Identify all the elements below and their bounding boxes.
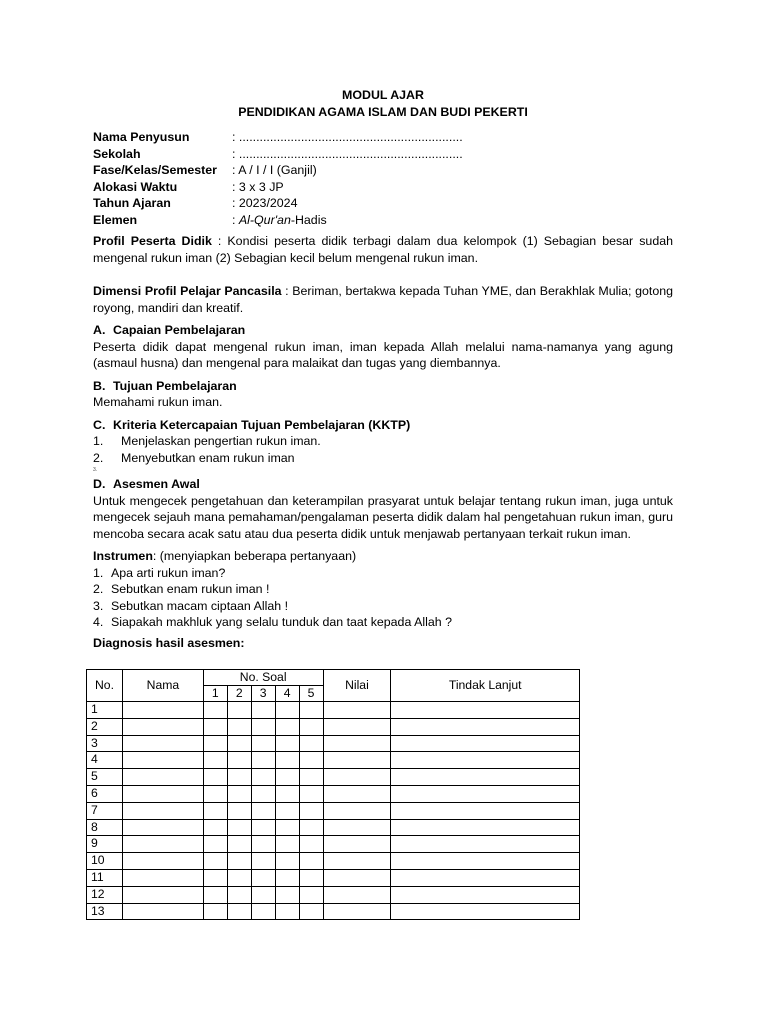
table-cell — [275, 869, 299, 886]
table-cell — [227, 886, 251, 903]
metadata-block — [93, 129, 673, 228]
table-cell — [122, 702, 203, 719]
table-cell — [203, 819, 227, 836]
table-cell — [203, 752, 227, 769]
table-cell — [323, 735, 391, 752]
module-title — [93, 87, 673, 120]
table-cell — [251, 769, 275, 786]
table-row — [87, 903, 580, 920]
table-cell — [203, 869, 227, 886]
table-cell — [227, 819, 251, 836]
list-text: Siapakah makhluk yang selalu tunduk dan taat kepada Allah ? — [111, 615, 452, 629]
table-cell — [203, 886, 227, 903]
table-cell — [251, 752, 275, 769]
kktp-list — [93, 433, 673, 475]
diagnosis-table — [86, 669, 580, 920]
list-item — [93, 450, 673, 467]
table-cell — [323, 853, 391, 870]
profil-paragraph — [93, 233, 673, 266]
meta-value: : 3 x 3 JP — [232, 179, 284, 194]
list-item — [93, 581, 673, 598]
table-row — [87, 819, 580, 836]
row-number: 7 — [87, 802, 123, 819]
row-number: 6 — [87, 785, 123, 802]
table-cell — [299, 752, 323, 769]
elemen-prefix: : — [232, 212, 239, 227]
table-cell — [323, 886, 391, 903]
table-row — [87, 718, 580, 735]
section-c-title — [93, 417, 673, 434]
table-cell — [275, 718, 299, 735]
section-heading: Tujuan Pembelajaran — [113, 378, 237, 393]
list-text: Sebutkan macam ciptaan Allah ! — [111, 598, 289, 613]
table-cell — [227, 802, 251, 819]
table-row — [87, 886, 580, 903]
header-soal-num: 2 — [227, 686, 251, 702]
table-cell — [323, 903, 391, 920]
table-cell — [391, 853, 580, 870]
list-number: 3. — [93, 598, 104, 613]
table-row — [87, 802, 580, 819]
meta-row — [93, 162, 673, 179]
table-cell — [275, 769, 299, 786]
table-cell — [203, 702, 227, 719]
table-cell — [275, 853, 299, 870]
table-cell — [299, 802, 323, 819]
header-soal-num: 4 — [275, 686, 299, 702]
title-line-2: PENDIDIKAN AGAMA ISLAM DAN BUDI PEKERTI — [238, 104, 528, 119]
table-cell — [275, 903, 299, 920]
list-number: 2. — [93, 450, 104, 465]
table-cell — [122, 718, 203, 735]
table-cell — [122, 735, 203, 752]
dimensi-label: Dimensi Profil Pelajar Pancasila — [93, 284, 282, 298]
table-cell — [122, 836, 203, 853]
table-cell — [299, 702, 323, 719]
table-cell — [251, 819, 275, 836]
table-cell — [323, 836, 391, 853]
table-row — [87, 735, 580, 752]
row-number: 11 — [87, 869, 123, 886]
list-text: Menjelaskan pengertian rukun iman. — [121, 434, 321, 448]
table-cell — [299, 903, 323, 920]
table-cell — [299, 718, 323, 735]
meta-row — [93, 179, 673, 196]
table-cell — [391, 802, 580, 819]
meta-label: Sekolah — [93, 146, 141, 161]
table-cell — [323, 869, 391, 886]
table-cell — [227, 702, 251, 719]
diagnosis-body — [87, 702, 580, 920]
meta-row — [93, 195, 673, 212]
instrumen-text: : (menyiapkan beberapa pertanyaan) — [152, 549, 357, 563]
table-row — [87, 702, 580, 719]
meta-row — [93, 129, 673, 146]
instrumen-line — [93, 548, 673, 565]
row-number: 2 — [87, 718, 123, 735]
table-cell — [323, 702, 391, 719]
meta-row-elemen — [93, 212, 673, 229]
table-cell — [203, 718, 227, 735]
table-cell — [203, 903, 227, 920]
table-cell — [299, 769, 323, 786]
elemen-suffix: -Hadis — [290, 212, 327, 227]
table-cell — [391, 718, 580, 735]
table-cell — [275, 836, 299, 853]
table-cell — [122, 802, 203, 819]
header-nama: Nama — [122, 670, 203, 702]
section-heading: Kriteria Ketercapaian Tujuan Pembelajaran (KKTP) — [113, 417, 411, 432]
list-text: Sebutkan enam rukun iman ! — [111, 582, 270, 596]
table-cell — [251, 903, 275, 920]
list-text: Menyebutkan enam rukun iman — [121, 450, 295, 465]
meta-value: : ................................................................. — [232, 130, 463, 144]
table-cell — [275, 702, 299, 719]
table-cell — [275, 819, 299, 836]
table-cell — [203, 785, 227, 802]
table-cell — [391, 752, 580, 769]
table-cell — [323, 785, 391, 802]
table-cell — [122, 785, 203, 802]
table-cell — [251, 802, 275, 819]
meta-label: Alokasi Waktu — [93, 179, 178, 194]
table-cell — [251, 869, 275, 886]
header-no-soal: No. Soal — [203, 670, 323, 686]
header-nilai: Nilai — [323, 670, 391, 702]
meta-label: Tahun Ajaran — [93, 196, 171, 210]
meta-value — [232, 212, 673, 229]
row-number: 3 — [87, 735, 123, 752]
table-cell — [391, 836, 580, 853]
table-cell — [122, 819, 203, 836]
table-cell — [275, 752, 299, 769]
document-page — [93, 87, 673, 651]
table-cell — [227, 785, 251, 802]
table-cell — [299, 785, 323, 802]
table-cell — [299, 869, 323, 886]
table-cell — [275, 802, 299, 819]
table-cell — [122, 886, 203, 903]
table-cell — [299, 735, 323, 752]
header-tindak-lanjut: Tindak Lanjut — [391, 670, 580, 702]
table-cell — [391, 785, 580, 802]
section-letter: D. — [93, 477, 106, 491]
section-d-text: Untuk mengecek pengetahuan dan keterampilan prasyarat untuk belajar tentang rukun iman, juga untuk mengecek sejauh mana pemahaman/pengalaman peserta didik dalam hal pengetahuan rukun iman, guru mencoba secara acak satu atau dua peserta didik untuk menjawab pertanyaan terkait rukun iman. — [93, 493, 673, 541]
section-a-title — [93, 322, 673, 339]
list-item — [93, 433, 673, 450]
table-cell — [251, 853, 275, 870]
table-cell — [122, 752, 203, 769]
header-soal-num: 3 — [251, 686, 275, 702]
table-cell — [251, 702, 275, 719]
section-b-title — [93, 378, 673, 395]
section-a-text: Peserta didik dapat mengenal rukun iman, iman kepada Allah melalui nama-namanya yang agung (asmaul husna) dan mengenal para malaikat dan tugas yang diembannya. — [93, 339, 673, 370]
list-number: 1. — [93, 434, 104, 448]
list-number: 4. — [93, 615, 104, 629]
table-cell — [299, 853, 323, 870]
section-d-title — [93, 476, 673, 493]
table-cell — [251, 785, 275, 802]
row-number: 13 — [87, 903, 123, 920]
list-item — [93, 614, 673, 631]
meta-label: Nama Penyusun — [93, 130, 190, 144]
meta-value: : 2023/2024 — [232, 196, 298, 210]
meta-row — [93, 146, 673, 163]
meta-value: : ................................................................. — [232, 146, 463, 161]
section-letter: C. — [93, 417, 106, 432]
section-heading: Capaian Pembelajaran — [113, 323, 246, 337]
list-text: Apa arti rukun iman? — [111, 565, 226, 580]
table-cell — [323, 819, 391, 836]
profil-text: : Kondisi peserta didik terbagi dalam dua kelompok (1) Sebagian besar sudah mengenal rukun iman (2) Sebagian kecil belum mengenal rukun iman. — [93, 234, 673, 265]
table-row — [87, 853, 580, 870]
elemen-italic: Al-Qur'an — [238, 212, 291, 227]
table-cell — [227, 769, 251, 786]
section-letter: A. — [93, 323, 106, 337]
table-row — [87, 869, 580, 886]
list-number: 2. — [93, 582, 104, 596]
instrumen-list — [93, 565, 673, 631]
row-number: 1 — [87, 702, 123, 719]
table-cell — [323, 802, 391, 819]
section-b-text: Memahami rukun iman. — [93, 395, 223, 409]
empty-list-number: 3. — [93, 467, 98, 473]
table-cell — [275, 735, 299, 752]
table-cell — [122, 903, 203, 920]
meta-label: Elemen — [93, 212, 138, 227]
instrumen-label: Instrumen — [93, 549, 153, 563]
table-cell — [251, 735, 275, 752]
table-cell — [227, 903, 251, 920]
table-cell — [227, 869, 251, 886]
table-cell — [227, 853, 251, 870]
table-cell — [203, 802, 227, 819]
table-cell — [391, 886, 580, 903]
table-cell — [323, 718, 391, 735]
table-cell — [227, 836, 251, 853]
table-cell — [275, 886, 299, 903]
table-cell — [323, 752, 391, 769]
header-no: No. — [87, 670, 123, 702]
table-cell — [391, 903, 580, 920]
table-cell — [391, 769, 580, 786]
meta-label: Fase/Kelas/Semester — [93, 163, 217, 177]
table-cell — [391, 702, 580, 719]
row-number: 4 — [87, 752, 123, 769]
table-cell — [299, 886, 323, 903]
table-cell — [122, 869, 203, 886]
dimensi-paragraph — [93, 283, 673, 316]
header-soal-num: 5 — [299, 686, 323, 702]
header-soal-num: 1 — [203, 686, 227, 702]
table-cell — [299, 836, 323, 853]
row-number: 10 — [87, 853, 123, 870]
table-row — [87, 785, 580, 802]
table-cell — [391, 735, 580, 752]
dimensi-text: : Beriman, bertakwa kepada Tuhan YME, dan Berakhlak Mulia; gotong royong, mandiri dan kreatif. — [93, 284, 673, 315]
section-letter: B. — [93, 378, 106, 393]
table-cell — [227, 752, 251, 769]
list-item — [93, 565, 673, 582]
table-cell — [227, 718, 251, 735]
table-cell — [227, 735, 251, 752]
table-cell — [203, 853, 227, 870]
table-cell — [122, 853, 203, 870]
table-cell — [299, 819, 323, 836]
list-item — [93, 598, 673, 615]
list-number: 1. — [93, 565, 104, 580]
table-cell — [391, 819, 580, 836]
table-cell — [251, 718, 275, 735]
table-cell — [203, 836, 227, 853]
diagnosis-label: Diagnosis hasil asesmen: — [93, 635, 245, 650]
table-row — [87, 836, 580, 853]
table-cell — [275, 785, 299, 802]
table-cell — [203, 769, 227, 786]
table-cell — [122, 769, 203, 786]
row-number: 12 — [87, 886, 123, 903]
table-cell — [323, 769, 391, 786]
table-cell — [251, 886, 275, 903]
profil-label: Profil Peserta Didik — [93, 234, 212, 248]
title-line-1: MODUL AJAR — [342, 88, 424, 102]
table-cell — [391, 869, 580, 886]
table-row — [87, 769, 580, 786]
meta-value: : A / I / I (Ganjil) — [232, 163, 317, 177]
row-number: 5 — [87, 769, 123, 786]
table-cell — [203, 735, 227, 752]
table-cell — [251, 836, 275, 853]
row-number: 9 — [87, 836, 123, 853]
row-number: 8 — [87, 819, 123, 836]
section-heading: Asesmen Awal — [113, 477, 200, 491]
table-row — [87, 752, 580, 769]
